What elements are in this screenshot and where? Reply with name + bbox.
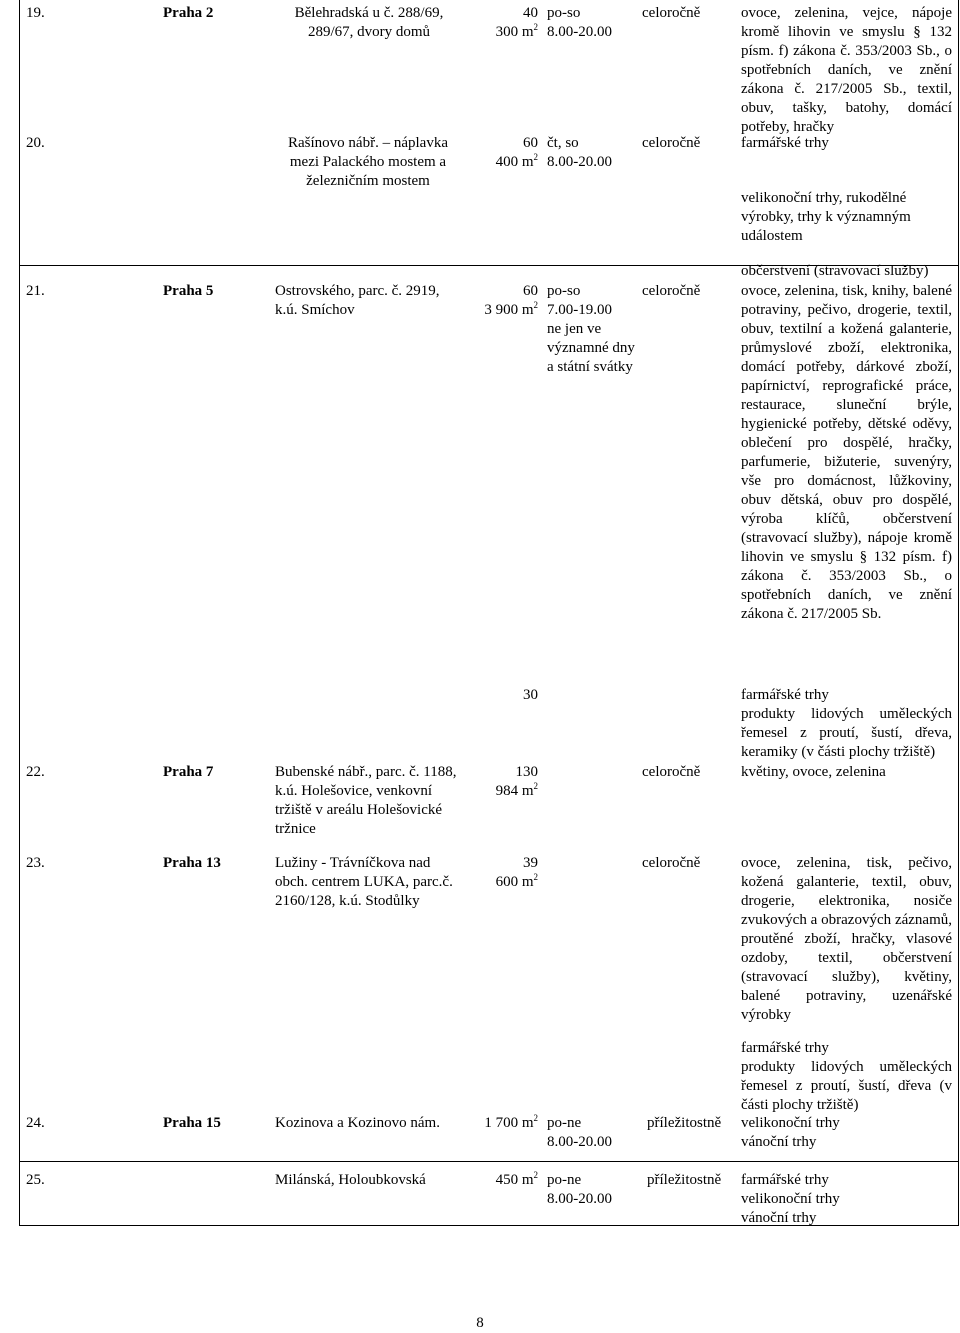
row-25-goods-farmers: farmářské trhy xyxy=(741,1172,829,1188)
row-20-count: 60 xyxy=(523,135,538,151)
row-22-address: Bubenské nábř., parc. č. 1188, k.ú. Holešovice, venkovní tržiště v areálu Holešovické tržnice xyxy=(275,764,457,837)
row-23-count: 39 xyxy=(523,855,538,871)
row-22-area xyxy=(455,782,538,801)
row-21-area-value: 3 900 m xyxy=(484,302,534,318)
row-19-goods: ovoce, zelenina, vejce, nápoje kromě lihovin ve smyslu § 132 písm. f) zákona č. 353/2003 Sb., o spotřebních daních, ve znění zákona č. 217/2005 Sb., textil, obuv, tašky, batohy, domácí potřeby, hračky xyxy=(741,5,952,135)
row-20-goods-events: velikonoční trhy, rukodělné výrobky, trhy k významným událostem xyxy=(741,190,911,244)
row-19-area-value: 300 m xyxy=(495,24,534,40)
row-21-number: 21. xyxy=(26,283,45,299)
row-19-days: po-so xyxy=(547,5,581,21)
row-19-number: 19. xyxy=(26,5,45,21)
row-23-goods-farmers: farmářské trhy xyxy=(741,1040,829,1056)
row-19-district: Praha 2 xyxy=(163,5,214,21)
row-22-count: 130 xyxy=(515,764,538,780)
row-21-district: Praha 5 xyxy=(163,283,214,299)
row-24-goods-christmas: vánoční trhy xyxy=(741,1134,817,1150)
row-21b-count: 30 xyxy=(523,687,538,703)
row-24-district: Praha 15 xyxy=(163,1115,221,1131)
row-25-goods-christmas: vánoční trhy xyxy=(741,1210,817,1226)
row-25-address: Milánská, Holoubkovská xyxy=(275,1172,426,1188)
row-22-district: Praha 7 xyxy=(163,764,214,780)
superscript: 2 xyxy=(533,872,538,882)
row-25-area-value: 450 m xyxy=(495,1172,534,1188)
row-25-goods-easter: velikonoční trhy xyxy=(741,1191,840,1207)
row-23-district: Praha 13 xyxy=(163,855,221,871)
row-20-number: 20. xyxy=(26,135,45,151)
row-21-hours: 7.00-19.00 xyxy=(547,302,612,318)
superscript: 2 xyxy=(533,1170,538,1180)
superscript: 2 xyxy=(533,300,538,310)
row-24-hours: 8.00-20.00 xyxy=(547,1134,612,1150)
row-23-number: 23. xyxy=(26,855,45,871)
row-21b-goods-crafts: produkty lidových uměleckých řemesel z proutí, šustí, dřeva, keramiky (v části plochy tržiště) xyxy=(741,706,952,760)
row-21-address: Ostrovského, parc. č. 2919, k.ú. Smíchov xyxy=(275,283,440,318)
row-21-count: 60 xyxy=(523,283,538,299)
row-22-area-value: 984 m xyxy=(495,783,534,799)
row-21b-goods-farmers: farmářské trhy xyxy=(741,687,829,703)
row-22-season: celoročně xyxy=(642,764,701,780)
row-24-goods-easter: velikonoční trhy xyxy=(741,1115,840,1131)
row-24-days: po-ne xyxy=(547,1115,582,1131)
superscript: 2 xyxy=(533,22,538,32)
row-divider xyxy=(19,1161,959,1162)
row-19-area xyxy=(455,23,538,42)
row-19-count: 40 xyxy=(523,5,538,21)
row-22-goods: květiny, ovoce, zelenina xyxy=(741,764,886,780)
row-25-number: 25. xyxy=(26,1172,45,1188)
row-24-area-value: 1 700 m xyxy=(484,1115,534,1131)
row-19-address: Bělehradská u č. 288/69, 289/67, dvory domů xyxy=(294,5,444,40)
row-24-address: Kozinova a Kozinovo nám. xyxy=(275,1115,440,1131)
superscript: 2 xyxy=(533,1113,538,1123)
row-24-number: 24. xyxy=(26,1115,45,1131)
row-25-season: příležitostně xyxy=(647,1172,722,1188)
row-20-area xyxy=(455,153,538,172)
superscript: 2 xyxy=(533,781,538,791)
row-23-goods-crafts: produkty lidových uměleckých řemesel z proutí, šustí, dřeva (v části plochy tržiště) xyxy=(741,1059,952,1113)
row-20-address: Rašínovo nábř. – náplavka mezi Palackého mostem a železničním mostem xyxy=(288,135,448,189)
table-border-left xyxy=(19,0,20,1226)
row-20-days: čt, so xyxy=(547,135,579,151)
row-23-goods: ovoce, zelenina, tisk, pečivo, kožená galanterie, textil, obuv, drogerie, elektronika, nosiče zvukových a obrazových záznamů, proutěné zboží, hračky, vlasové ozdoby, textil, občerstvení (stravovací služby), květiny, balené potraviny, uzenářské výrobky xyxy=(741,855,952,1023)
row-25-area xyxy=(455,1171,538,1190)
row-20-hours: 8.00-20.00 xyxy=(547,154,612,170)
row-22-number: 22. xyxy=(26,764,45,780)
row-24-area xyxy=(455,1114,538,1133)
row-20-goods-farmers: farmářské trhy xyxy=(741,135,829,151)
row-21-days: po-so xyxy=(547,283,581,299)
row-25-days: po-ne xyxy=(547,1172,582,1188)
table-border-bottom xyxy=(19,1225,959,1226)
row-24-season: příležitostně xyxy=(647,1115,722,1131)
row-23-area-value: 600 m xyxy=(495,874,534,890)
row-19-season: celoročně xyxy=(642,5,701,21)
row-25-hours: 8.00-20.00 xyxy=(547,1191,612,1207)
row-21-goods: ovoce, zelenina, tisk, knihy, balené potraviny, pečivo, drogerie, textil, obuv, textilní a kožená galanterie, průmyslové zboží, elektronika, domácí potřeby, dárkové zboží, papírnictví, reprografické práce, restaurace, sluneční brýle, hygienické potřeby, dětské oděvy, oblečení pro dospělé, hračky, parfumerie, bižuterie, suvenýry, vše pro domácnost, lůžkoviny, obuv dětská, obuv pro dospělé, výroba klíčů, občerstvení (stravovací služby), nápoje kromě lihovin ve smyslu § 132 písm. f) zákona č. 353/2003 Sb., o spotřebních daních, ve znění zákona č. 217/2005 Sb. xyxy=(741,283,952,622)
row-20-area-value: 400 m xyxy=(495,154,534,170)
row-23-area xyxy=(455,873,538,892)
row-21-area xyxy=(455,301,538,320)
superscript: 2 xyxy=(533,152,538,162)
row-19-hours: 8.00-20.00 xyxy=(547,24,612,40)
row-21-season: celoročně xyxy=(642,283,701,299)
table-border-right xyxy=(958,0,959,1226)
row-20-season: celoročně xyxy=(642,135,701,151)
row-21-days-note: ne jen ve významné dny a státní svátky xyxy=(547,321,635,375)
page-number: 8 xyxy=(476,1315,484,1331)
row-23-address: Lužiny - Trávníčkova nad obch. centrem LUKA, parc.č. 2160/128, k.ú. Stodůlky xyxy=(275,855,453,909)
row-23-season: celoročně xyxy=(642,855,701,871)
row-20-goods-refreshments: občerstvení (stravovací služby) xyxy=(741,263,929,279)
